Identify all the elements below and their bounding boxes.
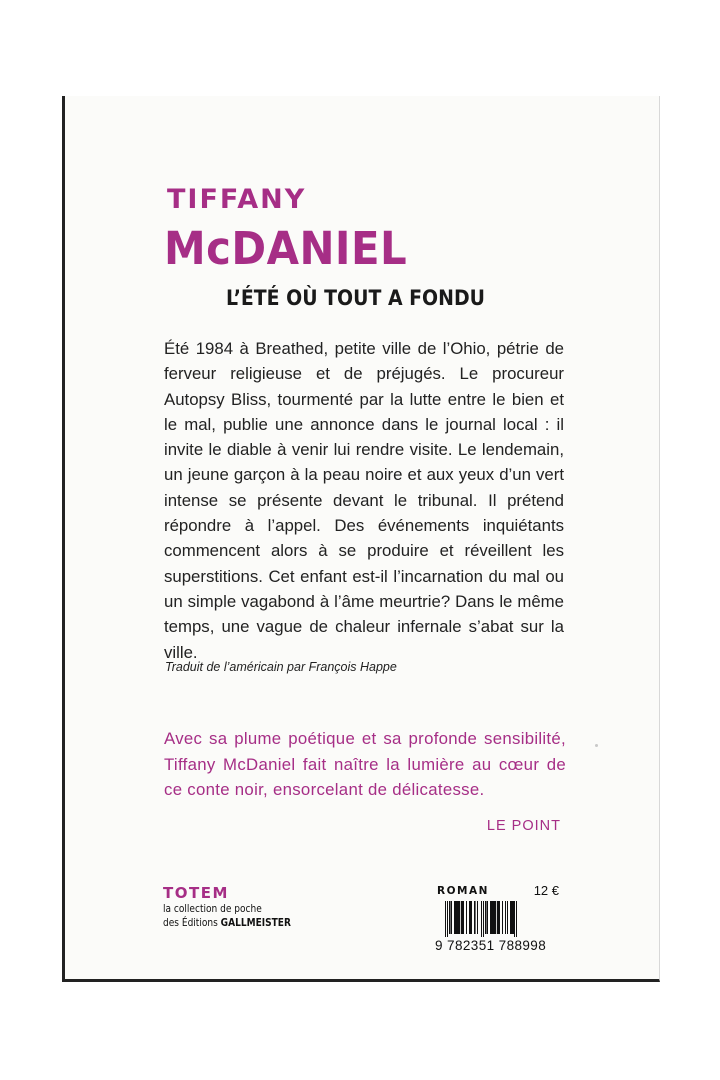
barcode-bar bbox=[512, 901, 514, 934]
synopsis: Été 1984 à Breathed, petite ville de l’Ohio, pétrie de ferveur religieuse et de préjugés. Le procureur Autopsy Bliss, tourmenté par la lutte entre le bien et le mal, publie une annonce dans le journal local : il invite le diable à venir lui rendre visite. Le lendemain, un jeune garçon à la peau noire et aux yeux d’un vert intense se présente devant le tribunal. Il prétend répondre à l’appel. Des événements inquiétants commencent alors à se produire et réveillent les superstitions. Cet enfant est-il l’incarnation du mal ou un simple vagabond à l’âme meurtrie? Dans le même temps, une vague de chaleur infernale s’abat sur la ville. bbox=[164, 339, 564, 662]
barcode-bar bbox=[445, 901, 446, 937]
press-quote: Avec sa plume poétique et sa profonde sensibilité, Tiffany McDaniel fait naître la lumière au cœur de ce conte noir, ensorcelant de délicatesse. bbox=[164, 729, 566, 799]
collection-tagline: la collection de poche bbox=[163, 903, 262, 915]
barcode-bar bbox=[502, 901, 503, 934]
genre-label: ROMAN bbox=[437, 885, 489, 897]
isbn-number: 9 782351 788998 bbox=[435, 938, 547, 953]
book-back-cover bbox=[62, 96, 660, 982]
barcode-bar bbox=[449, 901, 451, 934]
publisher-prefix: des Éditions bbox=[163, 917, 221, 929]
barcode-bar bbox=[461, 901, 463, 934]
barcode-bar bbox=[471, 901, 472, 934]
barcode-bar bbox=[456, 901, 458, 934]
barcode-bar bbox=[507, 901, 508, 934]
barcode-bar bbox=[469, 901, 471, 934]
barcode-bar bbox=[514, 901, 515, 937]
barcode-bar bbox=[490, 901, 492, 934]
book-title: L’ÉTÉ OÙ TOUT A FONDU bbox=[226, 286, 485, 310]
barcode-bar bbox=[447, 901, 448, 937]
print-speck bbox=[595, 744, 598, 747]
publisher-name: GALLMEISTER bbox=[220, 917, 291, 929]
price-label: 12 € bbox=[533, 883, 559, 898]
barcode-bar bbox=[499, 901, 500, 934]
barcode-bar bbox=[463, 901, 464, 934]
barcode-bar bbox=[454, 901, 456, 934]
collection-name: TOTEM bbox=[163, 884, 229, 902]
barcode-bar bbox=[516, 901, 517, 937]
barcode-bar bbox=[483, 901, 484, 937]
barcode-bar bbox=[481, 901, 482, 937]
barcode-bar bbox=[485, 901, 487, 934]
quote-source: LE POINT bbox=[486, 818, 561, 834]
barcode-bar bbox=[497, 901, 499, 934]
barcode-bar bbox=[494, 901, 496, 934]
publisher-line bbox=[163, 916, 291, 930]
translator-credit: Traduit de l’américain par François Happe bbox=[165, 660, 397, 674]
barcode-bar bbox=[458, 901, 460, 934]
collection-block bbox=[163, 884, 312, 930]
barcode bbox=[435, 901, 563, 937]
barcode-bar bbox=[487, 901, 488, 934]
barcode-bar bbox=[451, 901, 452, 934]
barcode-bar bbox=[466, 901, 467, 934]
barcode-bar bbox=[510, 901, 512, 934]
author-first-name: TIFFANY bbox=[167, 184, 307, 215]
author-last-name: McDANIEL bbox=[164, 222, 408, 275]
barcode-bar bbox=[474, 901, 476, 934]
barcode-bar bbox=[492, 901, 494, 934]
barcode-bar bbox=[505, 901, 506, 934]
barcode-bar bbox=[477, 901, 478, 934]
